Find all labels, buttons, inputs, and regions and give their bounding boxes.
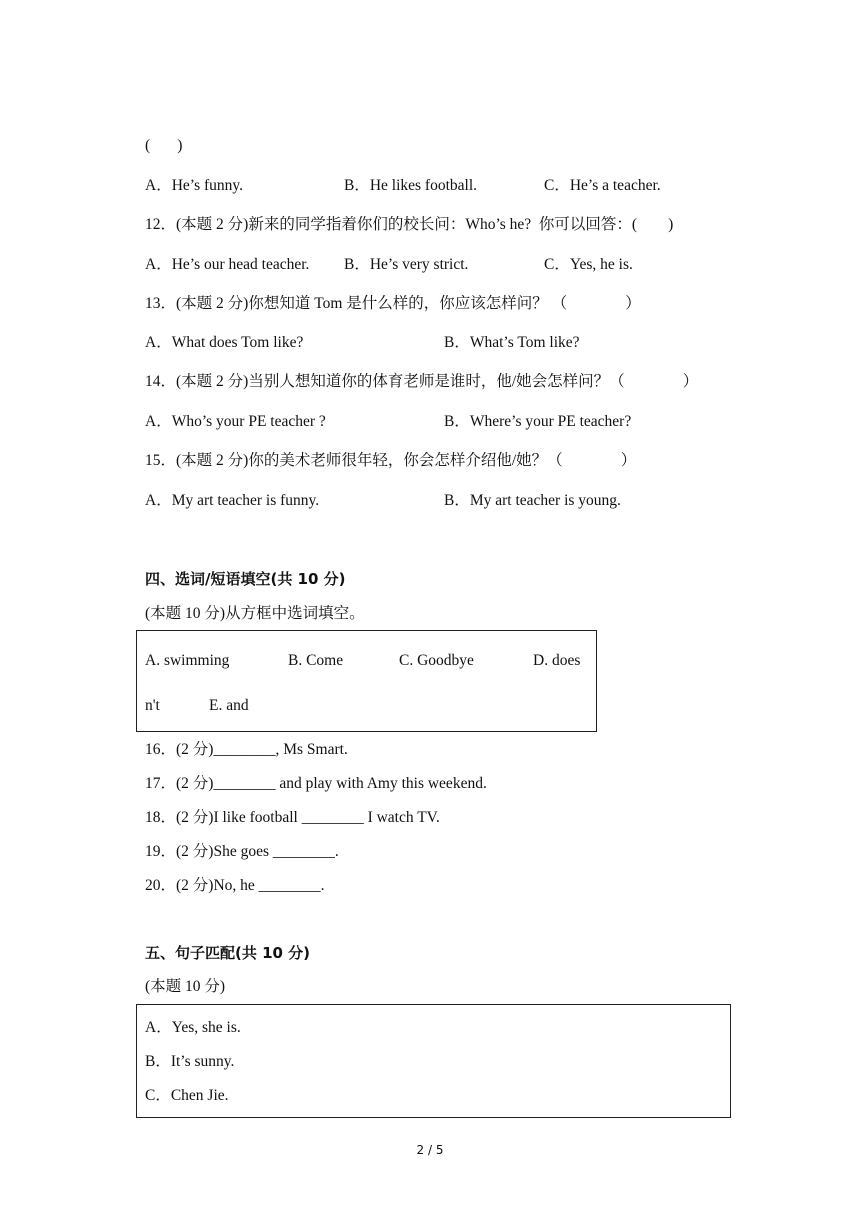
word-bank-item: D. does: [533, 652, 581, 669]
q20-stem: 20．(2 分)No, he ________.: [145, 877, 325, 894]
q14-stem: 14．(本题 2 分)当别人想知道你的体育老师是谁时，他/她会怎样问？（ ）: [145, 373, 699, 390]
word-bank-item: A. swimming: [145, 652, 230, 669]
q13-option-a: A．What does Tom like?: [145, 334, 304, 351]
q14-option-b: B．Where’s your PE teacher?: [444, 413, 632, 430]
section-5-title: 五、句子匹配(共 10 分): [145, 944, 311, 962]
word-bank-item: n't: [145, 697, 160, 714]
word-bank-item: C. Goodbye: [399, 652, 474, 669]
q12-stem: 12．(本题 2 分)新来的同学指着你们的校长问：Who’s he? 你可以回答：( ): [145, 216, 674, 233]
q11-option-a: A．He’s funny.: [145, 177, 244, 194]
section-4-title: 四、选词/短语填空(共 10 分): [145, 570, 346, 588]
q12-option-c: C．Yes, he is.: [544, 256, 633, 273]
q14-option-a: A．Who’s your PE teacher ?: [145, 413, 326, 430]
section-5-note: (本题 10 分): [145, 978, 226, 995]
word-bank-box: [136, 630, 597, 732]
q16-stem: 16．(2 分)________, Ms Smart.: [145, 741, 348, 758]
q15-option-a: A．My art teacher is funny.: [145, 492, 320, 509]
q15-stem: 15．(本题 2 分)你的美术老师很年轻，你会怎样介绍他/她？（ ）: [145, 452, 637, 469]
q15-option-b: B．My art teacher is young.: [444, 492, 621, 509]
q18-stem: 18．(2 分)I like football ________ I watch TV.: [145, 809, 440, 826]
section-4-note: (本题 10 分)从方框中选词填空。: [145, 605, 365, 622]
q12-option-b: B．He’s very strict.: [344, 256, 469, 273]
q13-stem: 13．(本题 2 分)你想知道 Tom 是什么样的，你应该怎样问？ （ ）: [145, 295, 641, 312]
q11-answer-paren: ( ): [145, 137, 183, 154]
q11-option-c: C．He’s a teacher.: [544, 177, 661, 194]
match-options-box: [136, 1004, 731, 1118]
q11-option-b: B．He likes football.: [344, 177, 478, 194]
q19-stem: 19．(2 分)She goes ________.: [145, 843, 339, 860]
match-option-a: A．Yes, she is.: [145, 1019, 241, 1036]
match-option-b: B．It’s sunny.: [145, 1053, 235, 1070]
page-number: 2 / 5: [416, 1143, 444, 1157]
q17-stem: 17．(2 分)________ and play with Amy this weekend.: [145, 775, 487, 792]
q12-option-a: A．He’s our head teacher.: [145, 256, 310, 273]
word-bank-item: B. Come: [288, 652, 344, 669]
q13-option-b: B．What’s Tom like?: [444, 334, 580, 351]
word-bank-item: E. and: [209, 697, 249, 714]
match-option-c: C．Chen Jie.: [145, 1087, 229, 1104]
